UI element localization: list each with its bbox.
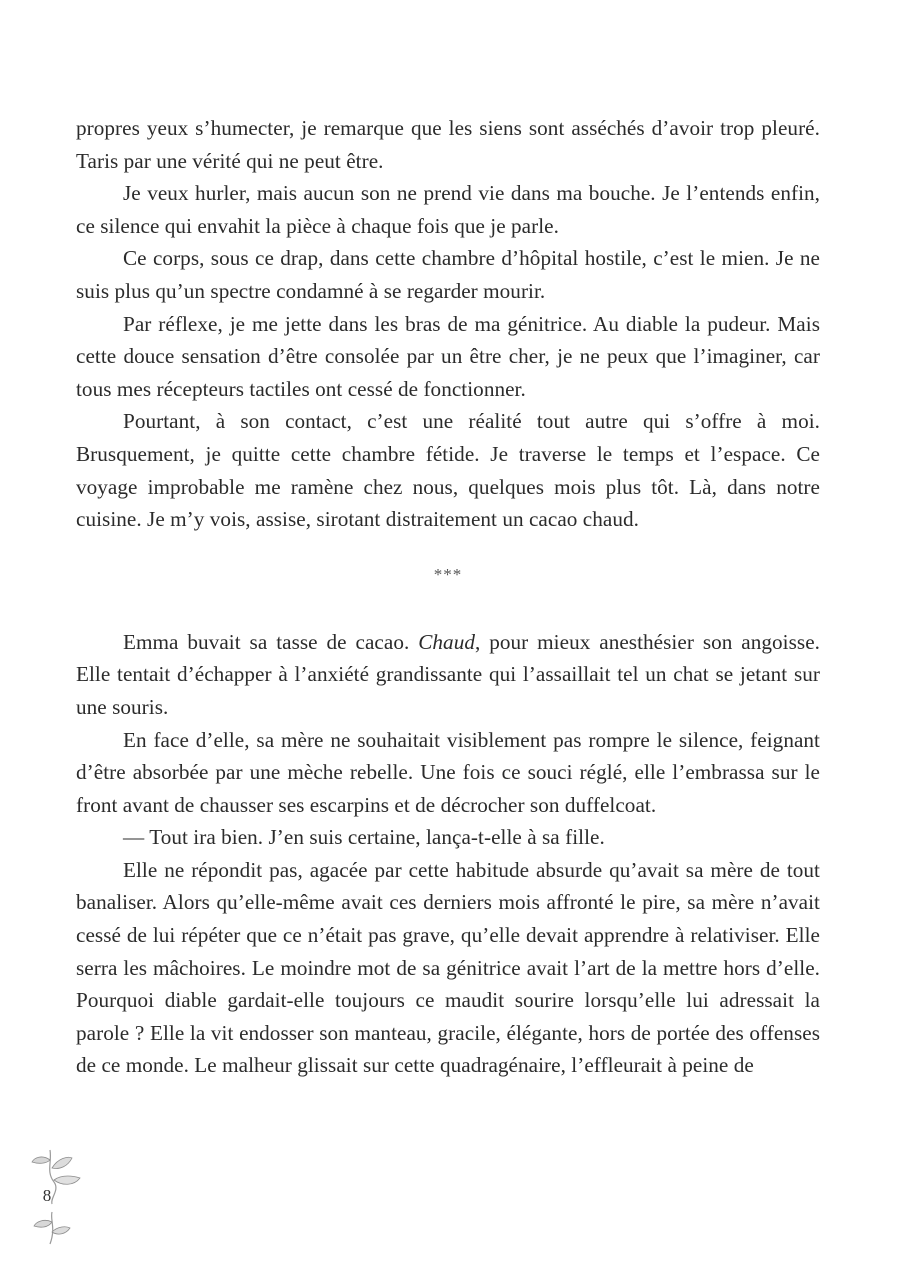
- emma-text-start: Emma buvait sa tasse de cacao.: [123, 629, 419, 654]
- paragraph: En face d’elle, sa mère ne souhaitait visiblement pas rompre le silence, feignant d’être absorbée par une mèche rebelle. Une fois ce souci réglé, elle l’embrassa sur le front avant de chausser ses escarpins et de décrocher son duffelcoat.: [76, 727, 820, 817]
- emma-italic-word: Chaud: [418, 629, 475, 654]
- book-page-body: [76, 112, 820, 1082]
- page-number: 8: [42, 1186, 52, 1205]
- scene-break-separator: ***: [433, 564, 463, 584]
- emma-text-end: , pour mieux anesthésier son angoisse. Elle tentait d’échapper à l’anxiété grandissante qui l’assaillait tel un chat se jetant sur une souris.: [76, 629, 821, 719]
- paragraph: Pourtant, à son contact, c’est une réalité tout autre qui s’offre à moi. Brusquement, je quitte cette chambre fétide. Je traverse le temps et l’espace. Ce voyage improbable me ramène chez nous, quelques mois plus tôt. Là, dans notre cuisine. Je m’y vois, assise, sirotant distraitement un cacao chaud.: [76, 409, 820, 532]
- paragraph-emma: [76, 626, 820, 724]
- paragraph: Par réflexe, je me jette dans les bras de ma génitrice. Au diable la pudeur. Mais cette douce sensation d’être consolée par un être cher, je ne peux que l’imaginer, car tous mes récepteurs tactiles ont cessé de fonctionner.: [76, 311, 820, 401]
- leaf-vine-ornament-icon: [28, 1148, 88, 1246]
- paragraph: Ce corps, sous ce drap, dans cette chambre d’hôpital hostile, c’est le mien. Je ne suis plus qu’un spectre condamné à se regarder mourir.: [76, 246, 820, 303]
- paragraph: Je veux hurler, mais aucun son ne prend vie dans ma bouche. Je l’entends enfin, ce silence qui envahit la pièce à chaque fois que je parle.: [76, 181, 820, 238]
- dialogue-line: — Tout ira bien. J’en suis certaine, lança-t-elle à sa fille.: [123, 825, 605, 850]
- paragraph: Elle ne répondit pas, agacée par cette habitude absurde qu’avait sa mère de tout banaliser. Alors qu’elle-même avait ces derniers mois affronté le pire, sa mère n’avait cessé de lui répéter que ce n’était pas grave, qu’elle devait apprendre à relativiser. Elle serra les mâchoires. Le moindre mot de sa génitrice avait l’art de la mettre hors d’elle. Pourquoi diable gardait-elle toujours ce maudit sourire lorsqu’elle lui adressait la parole ? Elle la vit endosser son manteau, gracile, élégante, hors de portée des offenses de ce monde. Le malheur glissait sur cette quadragénaire, l’effleurait à peine de: [76, 857, 820, 1078]
- paragraph-continuation: propres yeux s’humecter, je remarque que les siens sont asséchés d’avoir trop pleuré. Taris par une vérité qui ne peut être.: [76, 116, 820, 173]
